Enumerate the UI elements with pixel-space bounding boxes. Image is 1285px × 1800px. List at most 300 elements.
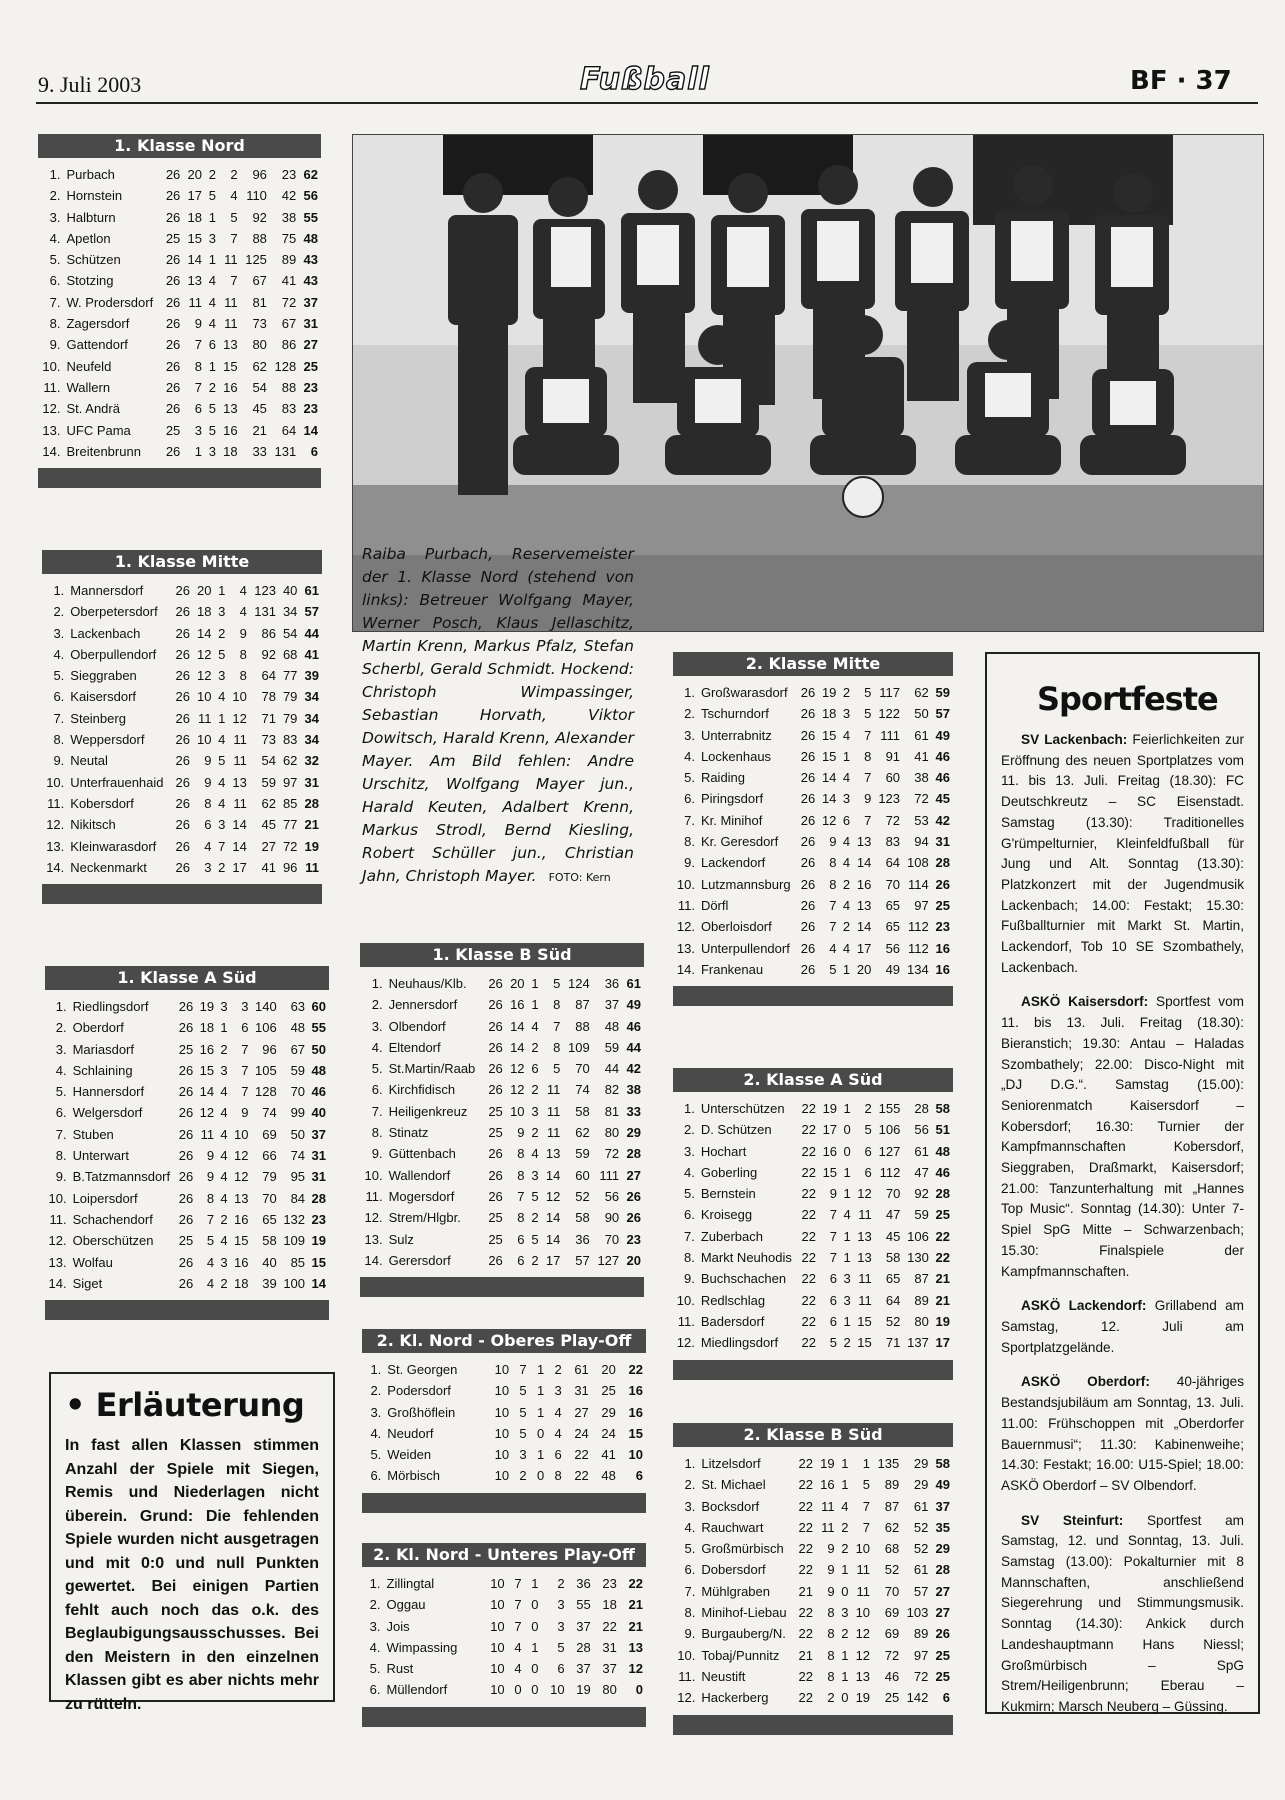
cell-goals-against: 22: [602, 1618, 617, 1634]
cell-lost: 16: [223, 422, 238, 438]
cell-drawn: 2: [218, 859, 226, 875]
cell-team: Hannersdorf: [72, 1084, 145, 1100]
cell-goals-against: 97: [282, 774, 298, 790]
cell-goals-against: 48: [290, 1020, 306, 1036]
cell-goals-for: 87: [575, 997, 590, 1013]
standings-table: [45, 996, 329, 1294]
cell-won: 9: [204, 753, 212, 769]
cell-points: 59: [935, 685, 950, 700]
cell-played: 22: [801, 1271, 816, 1287]
event-details: Grillabend am Samstag, 12. Juli am Sportplatzgelände.: [1001, 1298, 1244, 1355]
cell-goals-against: 38: [914, 770, 929, 786]
table-row: [45, 1102, 329, 1123]
cell-drawn: 1: [843, 1313, 851, 1329]
cell-won: 9: [827, 1583, 835, 1599]
cell-won: 5: [519, 1404, 527, 1420]
cell-lost: 2: [864, 1101, 872, 1116]
cell-team: Minihof-Liebau: [701, 1605, 787, 1621]
cell-team: Kr. Minihof: [700, 812, 763, 828]
cell-goals-for: 22: [574, 1468, 589, 1484]
cell-won: 4: [206, 1254, 215, 1270]
cell-rank: 4.: [53, 646, 65, 662]
cell-played: 22: [798, 1562, 814, 1578]
cell-points: 26: [935, 876, 950, 892]
cell-won: 7: [206, 1211, 215, 1227]
cell-played: 26: [488, 1018, 503, 1034]
cell-goals-against: 95: [290, 1169, 306, 1185]
cell-team: Tschurndorf: [700, 706, 769, 722]
cell-rank: 2.: [370, 1383, 382, 1399]
cell-points: 60: [311, 999, 326, 1014]
cell-points: 37: [311, 1126, 326, 1142]
cell-rank: 10.: [677, 1647, 696, 1663]
table-row: [673, 1687, 953, 1708]
cell-played: 26: [165, 252, 181, 268]
cell-lost: 11: [856, 1562, 871, 1578]
cell-drawn: 3: [843, 1292, 851, 1308]
table-row: [38, 398, 321, 419]
cell-team: Großhöflein: [387, 1404, 456, 1420]
cell-rank: 9.: [683, 1271, 695, 1287]
cell-lost: 7: [241, 1084, 249, 1100]
page-number: BF · 37: [1130, 66, 1232, 96]
cell-team: Kobersdorf: [70, 795, 134, 811]
table-row: [45, 1060, 329, 1081]
cell-goals-against: 29: [601, 1404, 616, 1420]
cell-rank: 1.: [369, 1576, 381, 1591]
cell-rank: 12.: [48, 1233, 67, 1249]
cell-goals-for: 69: [884, 1605, 900, 1621]
cell-team: St. Georgen: [387, 1362, 458, 1377]
cell-drawn: 1: [843, 1186, 851, 1202]
cell-goals-against: 59: [290, 1062, 306, 1078]
cell-team: Weiden: [387, 1447, 432, 1463]
cell-goals-for: 110: [246, 188, 267, 204]
cell-team: Welgersdorf: [72, 1105, 143, 1121]
cell-goals-against: 56: [604, 1188, 620, 1204]
cell-lost: 11: [546, 1125, 561, 1141]
cell-lost: 14: [232, 817, 247, 833]
cell-drawn: 2: [208, 379, 216, 395]
cell-team: Unterpullendorf: [700, 940, 790, 956]
cell-team: Redlschlag: [700, 1292, 766, 1308]
cell-drawn: 4: [220, 1105, 228, 1121]
cell-goals-for: 105: [255, 1062, 277, 1078]
cell-drawn: 1: [208, 252, 216, 268]
cell-won: 15: [822, 1164, 838, 1180]
cell-won: 7: [514, 1576, 522, 1591]
cell-rank: 2.: [53, 604, 65, 620]
cell-points: 42: [935, 812, 950, 828]
cell-points: 57: [304, 604, 319, 620]
cell-goals-against: 111: [599, 1167, 620, 1183]
cell-points: 37: [303, 294, 318, 310]
cell-drawn: 4: [220, 1084, 228, 1100]
cell-points: 44: [304, 625, 319, 641]
cell-played: 26: [175, 646, 190, 662]
cell-lost: 7: [864, 812, 872, 828]
cell-goals-against: 88: [281, 379, 297, 395]
cell-played: 26: [178, 1020, 194, 1036]
cell-points: 19: [311, 1233, 326, 1249]
cell-points: 61: [304, 583, 319, 598]
table-title: 2. Kl. Nord - Unteres Play-Off: [362, 1543, 646, 1567]
cell-rank: 6.: [684, 1562, 696, 1578]
cell-team: Sulz: [388, 1231, 414, 1247]
table-row: [673, 852, 953, 873]
cell-played: 25: [488, 1103, 503, 1119]
cell-played: 26: [175, 732, 190, 748]
cell-goals-against: 67: [281, 316, 297, 332]
cell-won: 7: [514, 1597, 522, 1613]
cell-points: 12: [628, 1661, 643, 1677]
cell-rank: 10.: [676, 876, 695, 892]
cell-goals-against: 61: [914, 727, 929, 743]
cell-lost: 19: [855, 1690, 871, 1706]
cell-goals-for: 71: [885, 1335, 901, 1351]
cell-rank: 5.: [371, 1061, 383, 1077]
cell-lost: 18: [223, 443, 238, 459]
cell-goals-against: 72: [282, 838, 298, 854]
cell-team: Oberpullendorf: [70, 646, 157, 662]
cell-goals-against: 128: [274, 358, 297, 374]
cell-points: 26: [626, 1210, 641, 1226]
cell-lost: 14: [545, 1167, 561, 1183]
table-row: [42, 665, 322, 686]
cell-lost: 3: [241, 999, 249, 1014]
event-club: ASKÖ Oberdorf:: [1021, 1374, 1150, 1390]
table-row: [673, 1204, 953, 1225]
cell-points: 16: [935, 940, 950, 956]
cell-points: 31: [304, 774, 319, 790]
table-row: [38, 313, 321, 334]
cell-goals-for: 70: [262, 1190, 277, 1206]
cell-goals-against: 89: [914, 1292, 929, 1308]
cell-won: 14: [197, 625, 212, 641]
table-row: [360, 1037, 644, 1058]
cell-goals-against: 41: [281, 273, 297, 289]
cell-team: Goberling: [700, 1164, 758, 1180]
cell-played: 26: [800, 897, 816, 913]
table-row: [673, 682, 953, 703]
cell-played: 26: [178, 1211, 194, 1227]
table-row: [673, 746, 953, 767]
cell-drawn: 4: [218, 732, 226, 748]
cell-team: Litzelsdorf: [701, 1456, 761, 1471]
cell-lost: 2: [557, 1576, 565, 1591]
cell-goals-against: 134: [907, 961, 929, 977]
cell-team: Eltendorf: [388, 1039, 441, 1055]
cell-goals-against: 94: [914, 834, 929, 850]
cell-points: 49: [935, 1477, 950, 1493]
cell-rank: 7.: [371, 1103, 383, 1119]
cell-played: 22: [801, 1228, 816, 1244]
cell-won: 11: [188, 294, 202, 310]
cell-team: Kr. Geresdorf: [700, 834, 779, 850]
cell-drawn: 2: [220, 1041, 228, 1057]
cell-team: Mörbisch: [387, 1468, 441, 1484]
cell-team: Dobersdorf: [701, 1562, 766, 1578]
cell-rank: 5.: [683, 1186, 695, 1202]
cell-played: 26: [175, 625, 190, 641]
cell-lost: 17: [545, 1252, 561, 1268]
cell-points: 28: [935, 1562, 950, 1578]
cell-goals-against: 83: [282, 732, 298, 748]
cell-goals-against: 29: [913, 1477, 929, 1493]
cell-won: 9: [204, 774, 212, 790]
cell-rank: 11.: [677, 897, 695, 913]
cell-goals-for: 69: [262, 1126, 277, 1142]
cell-drawn: 4: [220, 1169, 228, 1185]
table-row: [42, 857, 322, 878]
table-row: [673, 916, 953, 937]
cell-played: 26: [488, 1061, 503, 1077]
cell-lost: 11: [858, 1271, 872, 1287]
cell-played: 26: [165, 358, 181, 374]
cell-won: 19: [199, 999, 215, 1014]
cell-goals-for: 72: [885, 812, 901, 828]
table-row: [45, 1017, 329, 1038]
cell-goals-for: 124: [568, 976, 590, 991]
cell-points: 43: [303, 252, 318, 268]
cell-lost: 13: [545, 1146, 561, 1162]
cell-played: 22: [801, 1207, 816, 1223]
cell-lost: 13: [857, 1228, 872, 1244]
cell-goals-against: 68: [282, 646, 298, 662]
cell-played: 26: [165, 316, 181, 332]
cell-rank: 9.: [49, 337, 61, 353]
cell-won: 0: [514, 1682, 522, 1698]
cell-goals-against: 31: [602, 1639, 617, 1655]
cell-team: Stotzing: [66, 273, 114, 289]
cell-team: Rust: [386, 1661, 414, 1677]
cell-goals-for: 73: [261, 732, 276, 748]
cell-drawn: 4: [842, 855, 851, 871]
cell-points: 23: [303, 379, 318, 395]
cell-won: 7: [829, 1250, 838, 1266]
cell-goals-for: 69: [884, 1626, 900, 1642]
cell-drawn: 1: [843, 1250, 851, 1266]
table-row: [45, 1252, 329, 1273]
cell-won: 18: [187, 209, 202, 225]
cell-goals-for: 28: [576, 1639, 591, 1655]
table-footer-bar: [362, 1493, 646, 1513]
cell-team: Strem/Hlgbr.: [388, 1210, 461, 1226]
cell-drawn: 2: [531, 1039, 539, 1055]
cell-goals-against: 79: [282, 710, 298, 726]
cell-goals-against: 47: [914, 1164, 929, 1180]
cell-points: 62: [303, 167, 318, 182]
table-row: [673, 703, 953, 724]
cell-drawn: 3: [220, 1062, 228, 1078]
cell-won: 14: [510, 1018, 525, 1034]
cell-drawn: 3: [842, 791, 851, 807]
cell-drawn: 2: [531, 1082, 539, 1098]
cell-played: 22: [798, 1626, 814, 1642]
cell-won: 19: [820, 1456, 835, 1471]
cell-points: 57: [935, 706, 950, 722]
cell-team: Neutal: [70, 753, 108, 769]
cell-drawn: 4: [842, 770, 851, 786]
cell-played: 22: [801, 1186, 816, 1202]
table-row: [360, 1229, 644, 1250]
cell-lost: 6: [557, 1661, 565, 1677]
cell-points: 0: [635, 1682, 643, 1698]
erlaeuterung-title: • Erläuterung: [65, 1386, 305, 1424]
cell-team: Unterrabnitz: [700, 727, 772, 743]
cell-rank: 2.: [684, 706, 695, 722]
cell-points: 14: [311, 1275, 326, 1291]
cell-played: 26: [178, 1190, 194, 1206]
cell-rank: 1.: [55, 999, 67, 1014]
cell-lost: 10: [855, 1541, 871, 1557]
cell-goals-for: 65: [262, 1211, 277, 1227]
cell-rank: 3.: [371, 1018, 383, 1034]
table-row: [38, 420, 321, 441]
cell-won: 7: [514, 1618, 522, 1634]
table-row: [362, 1444, 646, 1465]
cell-lost: 4: [554, 1404, 562, 1420]
cell-drawn: 1: [843, 1101, 851, 1116]
cell-goals-against: 41: [914, 748, 929, 764]
cell-points: 16: [628, 1383, 643, 1399]
cell-played: 25: [165, 230, 181, 246]
cell-played: 26: [178, 1148, 194, 1164]
cell-drawn: 4: [842, 727, 851, 743]
cell-goals-against: 72: [281, 294, 297, 310]
table-row: [42, 580, 322, 601]
cell-lost: 16: [223, 379, 238, 395]
cell-rank: 8.: [684, 1605, 696, 1621]
cell-goals-for: 62: [252, 358, 267, 374]
table-footer-bar: [42, 884, 322, 904]
cell-goals-against: 25: [601, 1383, 616, 1399]
cell-drawn: 1: [841, 1562, 849, 1578]
cell-goals-for: 89: [884, 1477, 900, 1493]
cell-played: 26: [165, 273, 181, 289]
cell-lost: 4: [554, 1425, 562, 1441]
cell-rank: 11.: [678, 1668, 696, 1684]
cell-team: Zagersdorf: [66, 316, 130, 332]
cell-goals-for: 131: [254, 604, 276, 620]
cell-won: 11: [821, 1498, 835, 1514]
cell-drawn: 2: [842, 919, 851, 935]
table-row: [38, 377, 321, 398]
cell-drawn: 1: [536, 1447, 545, 1463]
cell-goals-against: 99: [290, 1105, 306, 1121]
cell-played: 26: [178, 1105, 194, 1121]
cell-rank: 14.: [364, 1252, 383, 1268]
cell-goals-for: 62: [575, 1125, 590, 1141]
cell-goals-against: 57: [913, 1583, 929, 1599]
table-row: [673, 959, 953, 980]
cell-won: 8: [194, 358, 202, 374]
cell-drawn: 0: [843, 1143, 851, 1159]
cell-team: Weppersdorf: [70, 732, 145, 748]
header-rule: [36, 102, 1258, 104]
cell-points: 25: [935, 1647, 950, 1663]
cell-rank: 3.: [684, 727, 695, 743]
cell-goals-for: 73: [252, 316, 267, 332]
table-row: [673, 1645, 953, 1666]
cell-rank: 5.: [369, 1661, 381, 1677]
cell-goals-against: 52: [913, 1541, 929, 1557]
cell-drawn: 0: [841, 1690, 849, 1706]
table-row: [673, 1183, 953, 1204]
cell-played: 26: [800, 940, 816, 956]
cell-played: 26: [175, 604, 190, 620]
cell-rank: 5.: [370, 1447, 382, 1463]
cell-won: 2: [519, 1468, 527, 1484]
cell-drawn: 4: [843, 1207, 851, 1223]
cell-points: 42: [626, 1061, 641, 1077]
cell-won: 5: [829, 1335, 838, 1351]
cell-team: Markt Neuhodis: [700, 1250, 792, 1266]
cell-played: 22: [798, 1477, 814, 1493]
cell-points: 31: [311, 1148, 326, 1164]
cell-drawn: 4: [841, 1498, 849, 1514]
cell-team: UFC Pama: [66, 422, 131, 438]
cell-goals-against: 85: [290, 1254, 306, 1270]
cell-team: Kleinwarasdorf: [70, 838, 157, 854]
cell-won: 15: [821, 748, 837, 764]
cell-team: Riedlingsdorf: [72, 999, 149, 1014]
cell-rank: 7.: [684, 1583, 696, 1599]
cell-team: Miedlingsdorf: [700, 1335, 779, 1351]
cell-drawn: 0: [536, 1468, 545, 1484]
cell-played: 25: [488, 1125, 503, 1141]
cell-lost: 13: [857, 1250, 872, 1266]
cell-won: 8: [829, 876, 837, 892]
cell-points: 22: [935, 1228, 950, 1244]
cell-lost: 3: [557, 1618, 565, 1634]
cell-goals-for: 27: [574, 1404, 589, 1420]
cell-points: 28: [935, 855, 950, 871]
cell-lost: 3: [557, 1597, 565, 1613]
cell-won: 12: [821, 812, 837, 828]
cell-won: 12: [510, 1082, 525, 1098]
table-row: [362, 1423, 646, 1444]
cell-rank: 4.: [369, 1639, 381, 1655]
cell-played: 26: [800, 770, 816, 786]
cell-goals-against: 89: [281, 252, 297, 268]
cell-goals-for: 58: [575, 1210, 590, 1226]
cell-lost: 2: [230, 167, 238, 182]
cell-played: 26: [488, 1082, 503, 1098]
cell-lost: 14: [545, 1210, 561, 1226]
cell-team: Lackendorf: [700, 855, 766, 871]
cell-points: 21: [935, 1271, 950, 1287]
cell-goals-against: 90: [604, 1210, 620, 1226]
cell-team: Piringsdorf: [700, 791, 764, 807]
league-table-nord-unteres-playoff: [362, 1543, 646, 1727]
cell-played: 26: [488, 1252, 503, 1268]
cell-rank: 1.: [683, 1101, 695, 1116]
cell-goals-for: 128: [255, 1084, 277, 1100]
table-row: [362, 1465, 646, 1486]
cell-drawn: 4: [842, 834, 851, 850]
cell-drawn: 1: [208, 358, 216, 374]
cell-goals-for: 52: [884, 1562, 900, 1578]
cell-rank: 4.: [683, 1164, 695, 1180]
cell-goals-for: 33: [252, 443, 267, 459]
cell-rank: 2.: [371, 997, 383, 1013]
cell-rank: 7.: [53, 710, 65, 726]
sportfeste-title: Sportfeste: [1037, 680, 1218, 718]
cell-drawn: 1: [208, 209, 216, 225]
cell-team: Rauchwart: [701, 1519, 764, 1535]
cell-points: 28: [935, 1186, 950, 1202]
